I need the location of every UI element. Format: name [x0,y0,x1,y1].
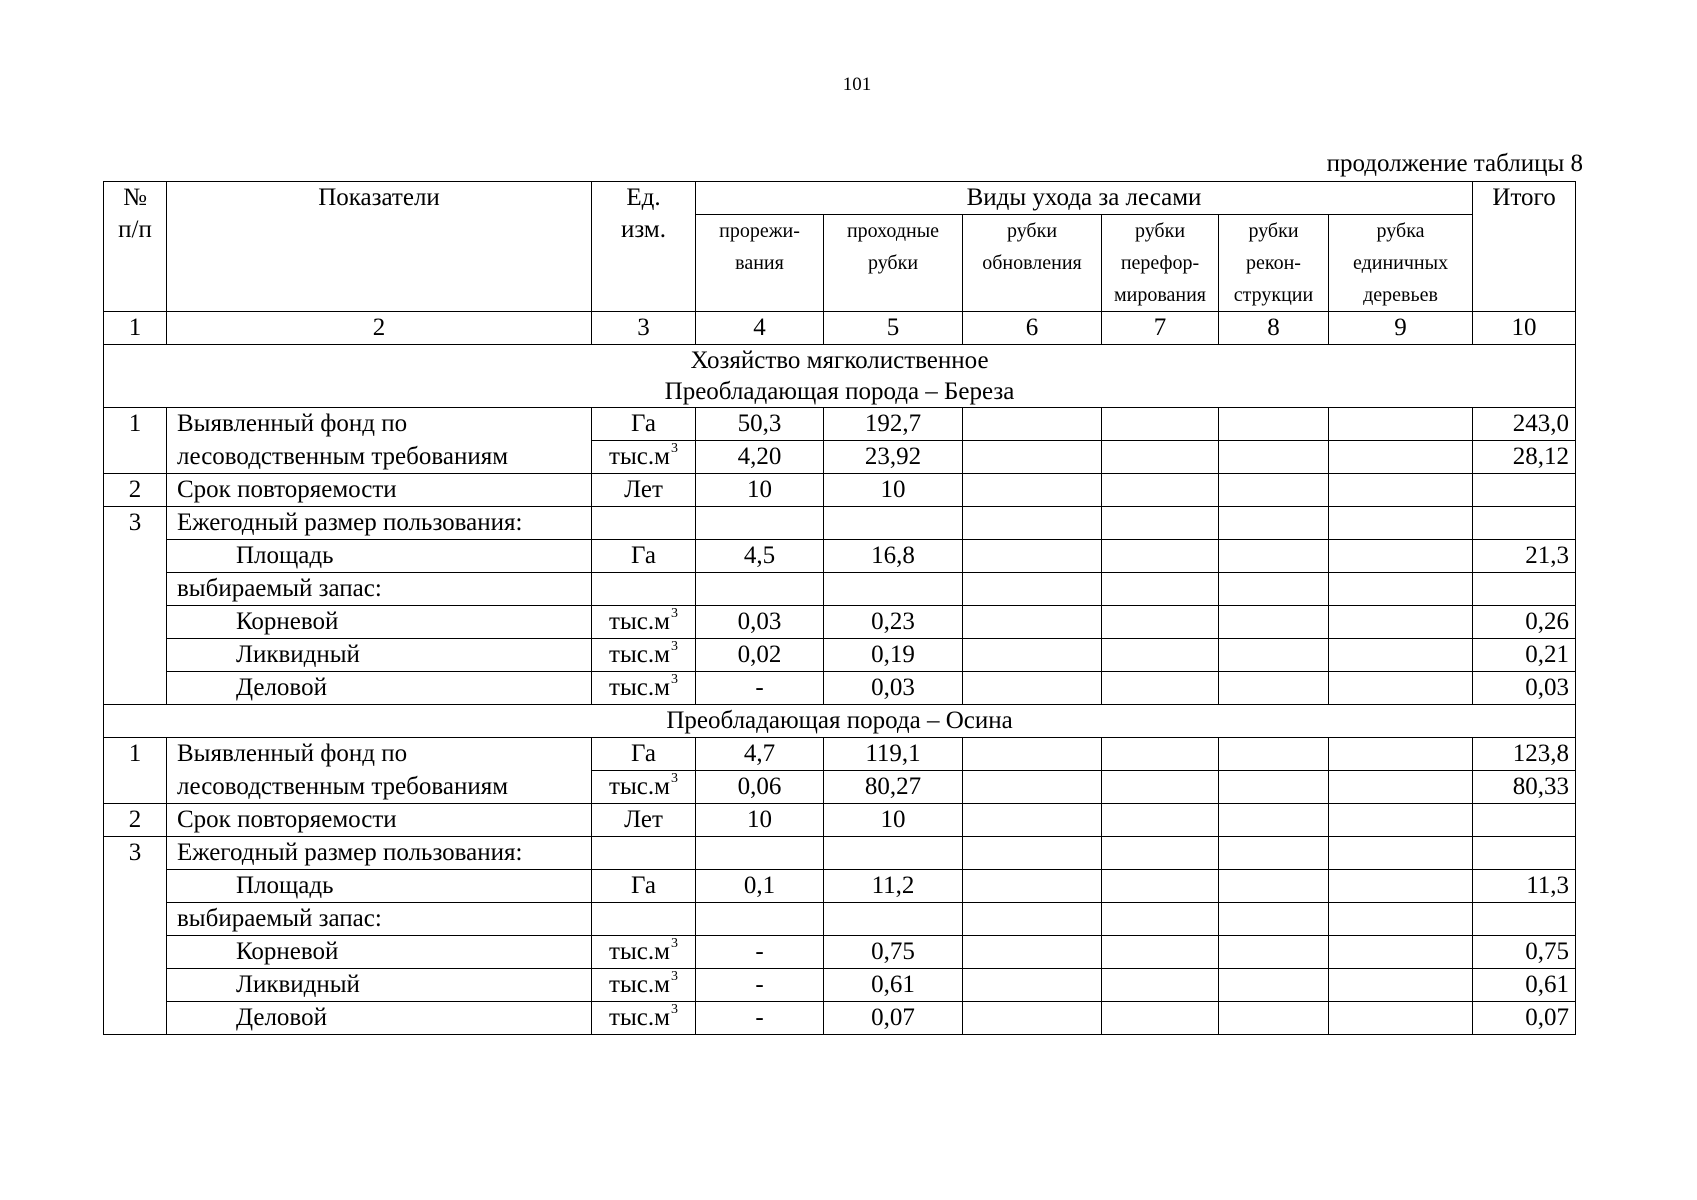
value-cell: 0,75 [824,936,963,969]
empty-cell [104,606,167,639]
value-cell: 50,3 [696,408,824,441]
section-subtitle: Преобладающая порода – Береза [664,378,1015,405]
row-label: Выявленный фонд по [167,738,592,771]
empty-cell [824,903,963,936]
empty-cell [1219,969,1329,1002]
empty-cell [963,969,1102,1002]
column-number: 8 [1219,312,1329,345]
empty-cell [104,1002,167,1035]
empty-cell [1329,408,1473,441]
empty-cell [104,936,167,969]
table-row [104,573,1576,606]
table-row [104,1002,1576,1035]
empty-cell [1219,573,1329,606]
row-label: Ликвидный [167,639,592,672]
empty-cell [696,903,824,936]
empty-cell [104,441,167,474]
table-row [104,870,1576,903]
unit-cell: $тыс.м^3$ [592,639,696,672]
row-label: выбираемый запас: [167,573,592,606]
empty-cell [963,870,1102,903]
section-title: Хозяйство мягколиственное [690,347,989,374]
empty-cell [963,408,1102,441]
empty-cell [592,507,696,540]
empty-cell [1329,474,1473,507]
value-cell: 4,20 [696,441,824,474]
empty-cell [1102,738,1219,771]
empty-cell [104,969,167,1002]
empty-cell [1219,837,1329,870]
table-row [104,474,1576,507]
header-type-thinning: прорежи- вания [696,215,824,312]
empty-cell [1102,606,1219,639]
row-number: 2 [104,804,167,837]
value-cell: 0,61 [824,969,963,1002]
table-row [104,606,1576,639]
empty-cell [1329,771,1473,804]
value-cell: 4,5 [696,540,824,573]
unit-cell: $тыс.м^3$ [592,606,696,639]
empty-cell [1102,408,1219,441]
empty-cell [1329,738,1473,771]
unit-cell: $тыс.м^3$ [592,936,696,969]
value-cell: 80,27 [824,771,963,804]
header-number: № п/п [104,182,167,312]
empty-cell [104,540,167,573]
empty-cell [963,606,1102,639]
header-indicators: Показатели [167,182,592,312]
value-cell: 0,23 [824,606,963,639]
row-label: Ежегодный размер пользования: [167,507,592,540]
empty-cell [1473,837,1576,870]
empty-cell [1329,804,1473,837]
empty-cell [104,672,167,705]
empty-cell [696,507,824,540]
empty-cell [963,639,1102,672]
empty-cell [1219,441,1329,474]
total-cell: 0,21 [1473,639,1576,672]
value-cell: 10 [696,804,824,837]
empty-cell [963,672,1102,705]
empty-cell [1219,804,1329,837]
row-label: выбираемый запас: [167,903,592,936]
empty-cell [963,441,1102,474]
empty-cell [1219,903,1329,936]
empty-cell [824,573,963,606]
value-cell: 10 [824,804,963,837]
forest-care-table [103,181,1576,1035]
row-label: лесоводственным требованиям [167,441,592,474]
column-number: 6 [963,312,1102,345]
empty-cell [1329,672,1473,705]
column-number-row [104,312,1576,345]
empty-cell [104,573,167,606]
empty-cell [1329,639,1473,672]
empty-cell [963,540,1102,573]
empty-cell [1102,837,1219,870]
column-number: 7 [1102,312,1219,345]
value-cell: 0,19 [824,639,963,672]
table-row [104,441,1576,474]
empty-cell [104,870,167,903]
empty-cell [1102,672,1219,705]
table-row [104,507,1576,540]
row-number: 1 [104,738,167,771]
total-cell: 123,8 [1473,738,1576,771]
header-care-types: Виды ухода за лесами [696,182,1473,215]
empty-cell [1219,771,1329,804]
total-cell: 11,3 [1473,870,1576,903]
value-cell: 119,1 [824,738,963,771]
unit-cell: Лет [592,474,696,507]
unit-cell: $тыс.м^3$ [592,672,696,705]
value-cell: 11,2 [824,870,963,903]
section-subtitle: Преобладающая порода – Осина [666,707,1013,734]
total-cell [1473,474,1576,507]
table-row [104,771,1576,804]
page-number: 101 [842,74,872,95]
column-number: 4 [696,312,824,345]
empty-cell [1329,573,1473,606]
empty-cell [1329,870,1473,903]
empty-cell [963,507,1102,540]
table-row [104,903,1576,936]
row-label: Деловой [167,1002,592,1035]
empty-cell [696,573,824,606]
empty-cell [592,573,696,606]
empty-cell [1219,936,1329,969]
empty-cell [1219,738,1329,771]
row-number: 2 [104,474,167,507]
empty-cell [1102,540,1219,573]
empty-cell [1329,441,1473,474]
unit-cell: Га [592,870,696,903]
total-cell: 243,0 [1473,408,1576,441]
empty-cell [1219,408,1329,441]
table-row [104,540,1576,573]
header-unit: Ед. изм. [592,182,696,312]
row-label: Деловой [167,672,592,705]
empty-cell [1102,969,1219,1002]
value-cell: 0,03 [696,606,824,639]
empty-cell [963,474,1102,507]
empty-cell [1102,903,1219,936]
unit-cell: Га [592,540,696,573]
value-cell: - [696,969,824,1002]
unit-cell: Га [592,738,696,771]
table-row [104,738,1576,771]
table-continuation-label: продолжение таблицы 8 [1326,150,1583,177]
empty-cell [104,903,167,936]
column-number: 3 [592,312,696,345]
value-cell: 0,03 [824,672,963,705]
total-cell: 0,75 [1473,936,1576,969]
empty-cell [1473,903,1576,936]
unit-cell: $тыс.м^3$ [592,969,696,1002]
unit-cell: $тыс.м^3$ [592,1002,696,1035]
section-heading [104,345,1576,408]
header-type-passage-cuts: проходные рубки [824,215,963,312]
row-label: Ликвидный [167,969,592,1002]
total-cell: 0,26 [1473,606,1576,639]
value-cell: 0,06 [696,771,824,804]
total-cell: 0,07 [1473,1002,1576,1035]
value-cell: 23,92 [824,441,963,474]
table-row [104,804,1576,837]
table-row [104,639,1576,672]
empty-cell [963,936,1102,969]
empty-cell [1219,606,1329,639]
empty-cell [104,639,167,672]
empty-cell [592,837,696,870]
empty-cell [1102,573,1219,606]
value-cell: 16,8 [824,540,963,573]
empty-cell [1219,507,1329,540]
empty-cell [963,771,1102,804]
total-cell: 0,61 [1473,969,1576,1002]
table-row [104,837,1576,870]
total-cell: 28,12 [1473,441,1576,474]
row-label: Площадь [167,540,592,573]
empty-cell [1102,474,1219,507]
row-label: Корневой [167,606,592,639]
value-cell: 4,7 [696,738,824,771]
value-cell: - [696,1002,824,1035]
column-number: 5 [824,312,963,345]
table-row [104,969,1576,1002]
value-cell: - [696,936,824,969]
empty-cell [1219,672,1329,705]
section-heading [104,705,1576,738]
empty-cell [824,507,963,540]
unit-cell: $тыс.м^3$ [592,771,696,804]
empty-cell [1329,1002,1473,1035]
row-label: лесоводственным требованиям [167,771,592,804]
header-type-single-tree-cuts: рубка единичных деревьев [1329,215,1473,312]
empty-cell [1473,507,1576,540]
total-cell: 80,33 [1473,771,1576,804]
empty-cell [104,771,167,804]
value-cell: 192,7 [824,408,963,441]
header-total: Итого [1473,182,1576,312]
row-number: 3 [104,837,167,870]
empty-cell [1219,870,1329,903]
row-label: Корневой [167,936,592,969]
empty-cell [696,837,824,870]
empty-cell [1329,540,1473,573]
empty-cell [1102,936,1219,969]
empty-cell [1102,441,1219,474]
value-cell: 0,07 [824,1002,963,1035]
row-number: 1 [104,408,167,441]
unit-cell: Га [592,408,696,441]
empty-cell [963,573,1102,606]
total-cell [1473,804,1576,837]
header-type-reconstruction-cuts: рубки рекон- струкции [1219,215,1329,312]
unit-cell: Лет [592,804,696,837]
column-number: 9 [1329,312,1473,345]
header-type-renewal-cuts: рубки обновления [963,215,1102,312]
column-number: 2 [167,312,592,345]
empty-cell [1473,573,1576,606]
empty-cell [1329,837,1473,870]
empty-cell [1219,474,1329,507]
table-row [104,672,1576,705]
total-cell: 0,03 [1473,672,1576,705]
row-label: Срок повторяемости [167,804,592,837]
empty-cell [592,903,696,936]
empty-cell [1329,903,1473,936]
total-cell: 21,3 [1473,540,1576,573]
empty-cell [1329,969,1473,1002]
empty-cell [1219,540,1329,573]
value-cell: 10 [696,474,824,507]
column-number: 1 [104,312,167,345]
empty-cell [963,903,1102,936]
empty-cell [1219,639,1329,672]
value-cell: 0,1 [696,870,824,903]
empty-cell [824,837,963,870]
table-row [104,408,1576,441]
column-number: 10 [1473,312,1576,345]
empty-cell [1102,870,1219,903]
empty-cell [1329,606,1473,639]
empty-cell [1219,1002,1329,1035]
table-row [104,936,1576,969]
empty-cell [1329,507,1473,540]
empty-cell [1102,507,1219,540]
empty-cell [1329,936,1473,969]
unit-cell: $тыс.м^3$ [592,441,696,474]
value-cell: 10 [824,474,963,507]
row-label: Площадь [167,870,592,903]
empty-cell [1102,1002,1219,1035]
empty-cell [963,1002,1102,1035]
empty-cell [1102,639,1219,672]
empty-cell [963,738,1102,771]
row-label: Срок повторяемости [167,474,592,507]
value-cell: 0,02 [696,639,824,672]
empty-cell [963,837,1102,870]
empty-cell [1102,771,1219,804]
value-cell: - [696,672,824,705]
row-number: 3 [104,507,167,540]
row-label: Ежегодный размер пользования: [167,837,592,870]
row-label: Выявленный фонд по [167,408,592,441]
header-type-reformation-cuts: рубки перефор- мирования [1102,215,1219,312]
empty-cell [963,804,1102,837]
empty-cell [1102,804,1219,837]
